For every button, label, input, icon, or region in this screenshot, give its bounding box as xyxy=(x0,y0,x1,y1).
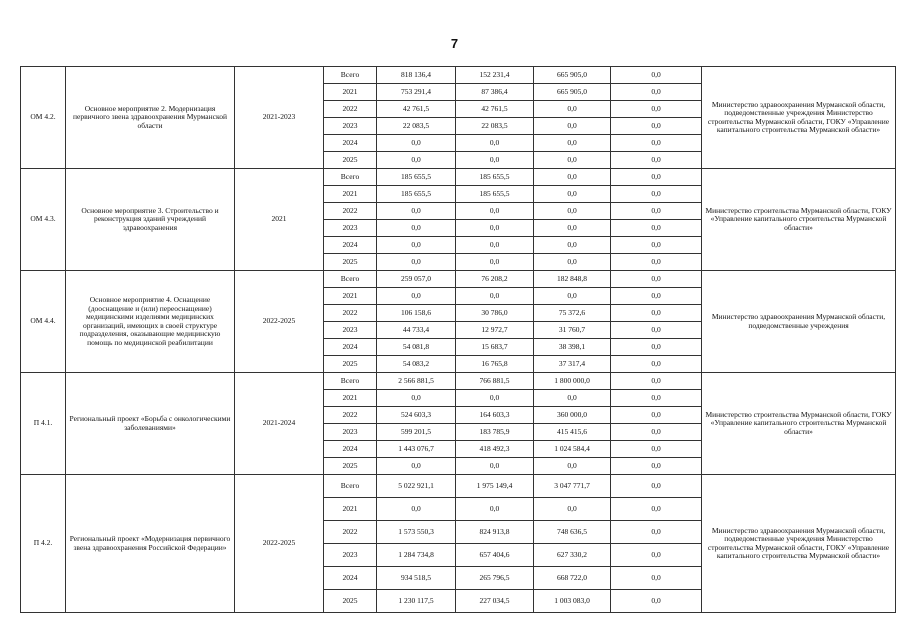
total-amount-cell: 0,0 xyxy=(377,220,456,237)
total-amount-cell: 0,0 xyxy=(377,135,456,152)
year-cell: 2025 xyxy=(324,356,377,373)
federal-amount-cell: 0,0 xyxy=(456,220,534,237)
total-amount-cell: 599 201,5 xyxy=(377,424,456,441)
regional-amount-cell: 627 330,2 xyxy=(534,544,611,567)
table-row xyxy=(21,373,896,390)
federal-amount-cell: 0,0 xyxy=(456,288,534,305)
table-row xyxy=(21,67,896,84)
federal-amount-cell: 0,0 xyxy=(456,203,534,220)
other-amount-cell: 0,0 xyxy=(611,390,702,407)
other-amount-cell: 0,0 xyxy=(611,84,702,101)
regional-amount-cell: 37 317,4 xyxy=(534,356,611,373)
year-cell: 2022 xyxy=(324,407,377,424)
regional-amount-cell: 1 800 000,0 xyxy=(534,373,611,390)
total-amount-cell: 934 518,5 xyxy=(377,567,456,590)
total-amount-cell: 2 566 881,5 xyxy=(377,373,456,390)
other-amount-cell: 0,0 xyxy=(611,271,702,288)
federal-amount-cell: 0,0 xyxy=(456,458,534,475)
other-amount-cell: 0,0 xyxy=(611,590,702,613)
measure-name: Региональный проект «Модернизация первичного звена здравоохранения Российской Федерации» xyxy=(66,475,235,613)
federal-amount-cell: 0,0 xyxy=(456,498,534,521)
year-cell: Всего xyxy=(324,271,377,288)
other-amount-cell: 0,0 xyxy=(611,101,702,118)
federal-amount-cell: 265 796,5 xyxy=(456,567,534,590)
total-amount-cell: 0,0 xyxy=(377,390,456,407)
total-amount-cell: 0,0 xyxy=(377,254,456,271)
measure-name: Основное мероприятие 2. Модернизация первичного звена здравоохранения Мурманской области xyxy=(66,67,235,169)
total-amount-cell: 106 158,6 xyxy=(377,305,456,322)
federal-amount-cell: 76 208,2 xyxy=(456,271,534,288)
regional-amount-cell: 0,0 xyxy=(534,288,611,305)
regional-amount-cell: 1 024 584,4 xyxy=(534,441,611,458)
regional-amount-cell: 0,0 xyxy=(534,118,611,135)
year-cell: Всего xyxy=(324,475,377,498)
other-amount-cell: 0,0 xyxy=(611,305,702,322)
other-amount-cell: 0,0 xyxy=(611,424,702,441)
other-amount-cell: 0,0 xyxy=(611,567,702,590)
federal-amount-cell: 418 492,3 xyxy=(456,441,534,458)
table-row xyxy=(21,475,896,498)
federal-amount-cell: 0,0 xyxy=(456,152,534,169)
other-amount-cell: 0,0 xyxy=(611,169,702,186)
other-amount-cell: 0,0 xyxy=(611,237,702,254)
regional-amount-cell: 668 722,0 xyxy=(534,567,611,590)
federal-amount-cell: 227 034,5 xyxy=(456,590,534,613)
federal-amount-cell: 185 655,5 xyxy=(456,169,534,186)
page-number: 7 xyxy=(450,36,459,51)
total-amount-cell: 185 655,5 xyxy=(377,169,456,186)
year-cell: 2024 xyxy=(324,135,377,152)
total-amount-cell: 22 083,5 xyxy=(377,118,456,135)
total-amount-cell: 753 291,4 xyxy=(377,84,456,101)
total-amount-cell: 0,0 xyxy=(377,458,456,475)
federal-amount-cell: 0,0 xyxy=(456,237,534,254)
regional-amount-cell: 0,0 xyxy=(534,101,611,118)
executor-cell: Министерство здравоохранения Мурманской области, подведомственные учреждения xyxy=(702,271,896,373)
regional-amount-cell: 748 636,5 xyxy=(534,521,611,544)
year-cell: 2021 xyxy=(324,288,377,305)
other-amount-cell: 0,0 xyxy=(611,407,702,424)
year-cell: 2023 xyxy=(324,322,377,339)
measure-name: Основное мероприятие 4. Оснащение (дооснащение и (или) переоснащение) медицинскими изделиями медицинских организаций, имеющих в своей структуре подразделения, оказывающие медицинскую помощь по медицинской реабилитации xyxy=(66,271,235,373)
regional-amount-cell: 665 905,0 xyxy=(534,84,611,101)
federal-amount-cell: 0,0 xyxy=(456,135,534,152)
implementation-period: 2021-2024 xyxy=(235,373,324,475)
regional-amount-cell: 3 047 771,7 xyxy=(534,475,611,498)
federal-amount-cell: 657 404,6 xyxy=(456,544,534,567)
other-amount-cell: 0,0 xyxy=(611,118,702,135)
total-amount-cell: 259 057,0 xyxy=(377,271,456,288)
federal-amount-cell: 766 881,5 xyxy=(456,373,534,390)
total-amount-cell: 5 022 921,1 xyxy=(377,475,456,498)
regional-amount-cell: 0,0 xyxy=(534,458,611,475)
other-amount-cell: 0,0 xyxy=(611,441,702,458)
year-cell: 2024 xyxy=(324,567,377,590)
year-cell: 2023 xyxy=(324,220,377,237)
total-amount-cell: 1 230 117,5 xyxy=(377,590,456,613)
executor-cell: Министерство строительства Мурманской области, ГОКУ «Управление капитального строительства Мурманской области» xyxy=(702,169,896,271)
measure-code: П 4.1. xyxy=(21,373,66,475)
total-amount-cell: 1 573 550,3 xyxy=(377,521,456,544)
federal-amount-cell: 185 655,5 xyxy=(456,186,534,203)
federal-amount-cell: 87 386,4 xyxy=(456,84,534,101)
implementation-period: 2022-2025 xyxy=(235,475,324,613)
other-amount-cell: 0,0 xyxy=(611,544,702,567)
year-cell: Всего xyxy=(324,373,377,390)
regional-amount-cell: 0,0 xyxy=(534,237,611,254)
year-cell: 2021 xyxy=(324,498,377,521)
regional-amount-cell: 0,0 xyxy=(534,220,611,237)
regional-amount-cell: 0,0 xyxy=(534,498,611,521)
federal-amount-cell: 30 786,0 xyxy=(456,305,534,322)
other-amount-cell: 0,0 xyxy=(611,186,702,203)
regional-amount-cell: 31 760,7 xyxy=(534,322,611,339)
implementation-period: 2022-2025 xyxy=(235,271,324,373)
year-cell: 2022 xyxy=(324,101,377,118)
year-cell: 2024 xyxy=(324,441,377,458)
total-amount-cell: 54 081,8 xyxy=(377,339,456,356)
implementation-period: 2021-2023 xyxy=(235,67,324,169)
other-amount-cell: 0,0 xyxy=(611,458,702,475)
federal-amount-cell: 164 603,3 xyxy=(456,407,534,424)
other-amount-cell: 0,0 xyxy=(611,521,702,544)
total-amount-cell: 0,0 xyxy=(377,288,456,305)
total-amount-cell: 54 083,2 xyxy=(377,356,456,373)
year-cell: 2021 xyxy=(324,84,377,101)
measure-code: ОМ 4.2. xyxy=(21,67,66,169)
measure-code: ОМ 4.3. xyxy=(21,169,66,271)
year-cell: 2022 xyxy=(324,305,377,322)
executor-cell: Министерство здравоохранения Мурманской области, подведомственные учреждения Министерство строительства Мурманской области, ГОКУ «Управление капитального строительства Мурманской области» xyxy=(702,67,896,169)
regional-amount-cell: 0,0 xyxy=(534,254,611,271)
other-amount-cell: 0,0 xyxy=(611,498,702,521)
budget-table xyxy=(20,66,896,613)
federal-amount-cell: 1 975 149,4 xyxy=(456,475,534,498)
year-cell: 2025 xyxy=(324,152,377,169)
regional-amount-cell: 665 905,0 xyxy=(534,67,611,84)
regional-amount-cell: 38 398,1 xyxy=(534,339,611,356)
year-cell: 2025 xyxy=(324,590,377,613)
total-amount-cell: 185 655,5 xyxy=(377,186,456,203)
year-cell: 2023 xyxy=(324,118,377,135)
table-row xyxy=(21,169,896,186)
year-cell: Всего xyxy=(324,67,377,84)
federal-amount-cell: 42 761,5 xyxy=(456,101,534,118)
federal-amount-cell: 16 765,8 xyxy=(456,356,534,373)
total-amount-cell: 0,0 xyxy=(377,203,456,220)
other-amount-cell: 0,0 xyxy=(611,203,702,220)
regional-amount-cell: 0,0 xyxy=(534,152,611,169)
other-amount-cell: 0,0 xyxy=(611,288,702,305)
other-amount-cell: 0,0 xyxy=(611,135,702,152)
federal-amount-cell: 22 083,5 xyxy=(456,118,534,135)
year-cell: Всего xyxy=(324,169,377,186)
other-amount-cell: 0,0 xyxy=(611,254,702,271)
regional-amount-cell: 182 848,8 xyxy=(534,271,611,288)
year-cell: 2024 xyxy=(324,237,377,254)
year-cell: 2021 xyxy=(324,186,377,203)
year-cell: 2024 xyxy=(324,339,377,356)
year-cell: 2021 xyxy=(324,390,377,407)
year-cell: 2025 xyxy=(324,254,377,271)
other-amount-cell: 0,0 xyxy=(611,152,702,169)
other-amount-cell: 0,0 xyxy=(611,475,702,498)
federal-amount-cell: 0,0 xyxy=(456,254,534,271)
year-cell: 2022 xyxy=(324,521,377,544)
total-amount-cell: 524 603,3 xyxy=(377,407,456,424)
federal-amount-cell: 15 683,7 xyxy=(456,339,534,356)
regional-amount-cell: 360 000,0 xyxy=(534,407,611,424)
regional-amount-cell: 0,0 xyxy=(534,169,611,186)
regional-amount-cell: 0,0 xyxy=(534,135,611,152)
measure-name: Региональный проект «Борьба с онкологическими заболеваниями» xyxy=(66,373,235,475)
year-cell: 2023 xyxy=(324,544,377,567)
total-amount-cell: 818 136,4 xyxy=(377,67,456,84)
federal-amount-cell: 183 785,9 xyxy=(456,424,534,441)
measure-code: П 4.2. xyxy=(21,475,66,613)
regional-amount-cell: 0,0 xyxy=(534,390,611,407)
year-cell: 2025 xyxy=(324,458,377,475)
table-row xyxy=(21,271,896,288)
regional-amount-cell: 415 415,6 xyxy=(534,424,611,441)
regional-amount-cell: 75 372,6 xyxy=(534,305,611,322)
year-cell: 2023 xyxy=(324,424,377,441)
executor-cell: Министерство здравоохранения Мурманской области, подведомственные учреждения Министерство строительства Мурманской области, ГОКУ «Управление капитального строительства Мурманской области» xyxy=(702,475,896,613)
total-amount-cell: 1 284 734,8 xyxy=(377,544,456,567)
measure-code: ОМ 4.4. xyxy=(21,271,66,373)
total-amount-cell: 42 761,5 xyxy=(377,101,456,118)
other-amount-cell: 0,0 xyxy=(611,356,702,373)
other-amount-cell: 0,0 xyxy=(611,373,702,390)
other-amount-cell: 0,0 xyxy=(611,322,702,339)
regional-amount-cell: 1 003 083,0 xyxy=(534,590,611,613)
other-amount-cell: 0,0 xyxy=(611,339,702,356)
federal-amount-cell: 824 913,8 xyxy=(456,521,534,544)
federal-amount-cell: 12 972,7 xyxy=(456,322,534,339)
total-amount-cell: 0,0 xyxy=(377,237,456,254)
other-amount-cell: 0,0 xyxy=(611,67,702,84)
federal-amount-cell: 152 231,4 xyxy=(456,67,534,84)
executor-cell: Министерство строительства Мурманской области, ГОКУ «Управление капитального строительства Мурманской области» xyxy=(702,373,896,475)
federal-amount-cell: 0,0 xyxy=(456,390,534,407)
implementation-period: 2021 xyxy=(235,169,324,271)
year-cell: 2022 xyxy=(324,203,377,220)
other-amount-cell: 0,0 xyxy=(611,220,702,237)
total-amount-cell: 0,0 xyxy=(377,498,456,521)
measure-name: Основное мероприятие 3. Строительство и реконструкция зданий учреждений здравоохранения xyxy=(66,169,235,271)
total-amount-cell: 0,0 xyxy=(377,152,456,169)
regional-amount-cell: 0,0 xyxy=(534,203,611,220)
total-amount-cell: 1 443 076,7 xyxy=(377,441,456,458)
total-amount-cell: 44 733,4 xyxy=(377,322,456,339)
regional-amount-cell: 0,0 xyxy=(534,186,611,203)
